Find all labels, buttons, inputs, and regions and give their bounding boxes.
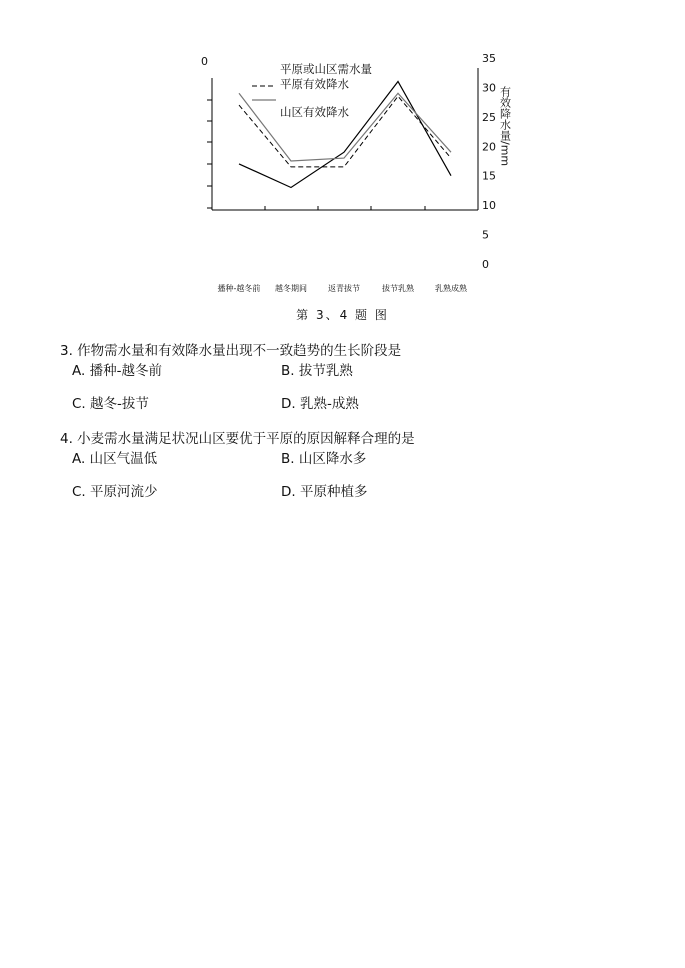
question-3-option-a: A. 播种-越冬前 — [72, 363, 162, 379]
question-4-option-d: D. 平原种植多 — [281, 484, 368, 500]
right-tick-label: 35 — [482, 52, 496, 65]
right-tick-label: 20 — [482, 140, 496, 154]
x-axis-ticks — [265, 206, 425, 210]
right-tick-label: 30 — [482, 81, 496, 95]
question-4-option-b: B. 山区降水多 — [281, 451, 367, 467]
category-label: 乳熟成熟 — [435, 284, 467, 293]
category-label: 拔节乳熟 — [382, 284, 414, 293]
precipitation-chart — [0, 0, 685, 300]
question-3-option-d: D. 乳熟-成熟 — [281, 396, 359, 412]
category-labels — [218, 283, 468, 293]
legend-label-3: 山区有效降水 — [280, 105, 349, 119]
figure-caption: 第 3、4 题 图 — [296, 308, 389, 322]
right-tick-label: 5 — [482, 228, 489, 242]
right-axis-tick-labels — [482, 52, 496, 271]
right-tick-label: 10 — [482, 199, 496, 213]
question-4-stem: 4. 小麦需水量满足状况山区要优于平原的原因解释合理的是 — [60, 431, 415, 447]
right-tick-label: 0 — [482, 258, 489, 271]
category-label: 播种-越冬前 — [217, 284, 261, 293]
category-label: 返青拔节 — [328, 284, 360, 293]
question-3-option-c: C. 越冬-拔节 — [72, 396, 149, 412]
series-layer — [239, 82, 451, 188]
legend — [252, 62, 372, 119]
left-axis-ticks — [207, 100, 212, 208]
right-tick-label: 25 — [482, 110, 496, 124]
legend-label-2: 平原有效降水 — [280, 77, 349, 91]
question-3-stem: 3. 作物需水量和有效降水量出现不一致趋势的生长阶段是 — [60, 343, 402, 359]
right-tick-label: 15 — [482, 169, 496, 183]
category-label: 越冬期间 — [275, 284, 307, 293]
legend-label-1: 平原或山区需水量 — [280, 62, 372, 76]
question-4-option-a: A. 山区气温低 — [72, 451, 158, 467]
question-4-option-c: C. 平原河流少 — [72, 484, 158, 500]
left-axis-top-label: 0 — [201, 55, 208, 68]
right-axis-label: 有效降水量/mm — [498, 86, 512, 167]
question-3-option-b: B. 拔节乳熟 — [281, 363, 353, 379]
